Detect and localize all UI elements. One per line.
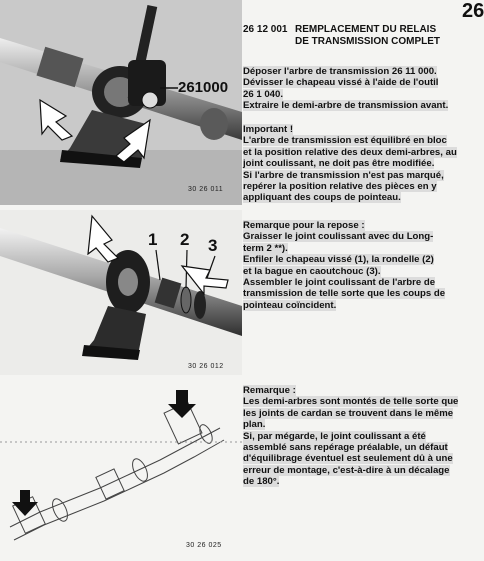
important-line: Si l'arbre de transmission n'est pas marqué, bbox=[243, 169, 444, 181]
repose-line: et la bague en caoutchouc (3). bbox=[243, 265, 381, 277]
repose-line: term 2 **). bbox=[243, 242, 288, 254]
important-line: et la position relative des deux demi-arbres, au bbox=[243, 146, 457, 158]
figure-code: 30 26 011 bbox=[188, 186, 224, 193]
remark-heading: Remarque : bbox=[243, 385, 296, 396]
remark-line: plan. bbox=[243, 419, 266, 431]
remark-line: erreur de montage, c'est-à-dire à un décalage bbox=[243, 464, 450, 476]
step-line: Dévisser le chapeau vissé à l'aide de l'outil bbox=[243, 77, 439, 89]
important-line: L'arbre de transmission est équilibré en bloc bbox=[243, 135, 447, 147]
remark-line: les joints de cardan se trouvent dans le même bbox=[243, 407, 454, 419]
repose-line: pointeau coïncident. bbox=[243, 299, 337, 311]
repose-line: Assembler le joint coulissant de l'arbre de bbox=[243, 277, 436, 289]
operation-code: 26 12 001 bbox=[243, 24, 288, 35]
section-title bbox=[243, 24, 479, 48]
repose-line: Graisser le joint coulissant avec du Long- bbox=[243, 231, 434, 243]
important-heading: Important ! bbox=[243, 124, 294, 135]
important-note bbox=[243, 124, 475, 204]
callout-part-2: 2 bbox=[180, 230, 190, 249]
full-driveshaft-line-drawing bbox=[0, 382, 242, 556]
driveshaft-tool-illustration bbox=[0, 0, 242, 205]
figure-full-shaft bbox=[0, 382, 242, 556]
page-number: 26 bbox=[462, 0, 484, 22]
remark-line: Si, par mégarde, le joint coulissant a été bbox=[243, 430, 426, 442]
callout-tool-number: 261000 bbox=[178, 79, 229, 96]
callout-part-1: 1 bbox=[148, 230, 158, 249]
important-line: appliquant des coups de pointeau. bbox=[243, 192, 401, 204]
callout-part-3: 3 bbox=[208, 236, 218, 255]
remark-line: de 180°. bbox=[243, 476, 280, 488]
step-line: 26 1 040. bbox=[243, 88, 284, 100]
driveshaft-assembly-illustration bbox=[0, 210, 242, 375]
important-line: joint coulissant, ne doit pas être modifiée. bbox=[243, 158, 435, 170]
title-line-2: DE TRANSMISSION COMPLET bbox=[295, 36, 441, 47]
removal-steps bbox=[243, 66, 475, 112]
title-line-1: REMPLACEMENT DU RELAIS bbox=[295, 24, 437, 35]
step-line: Déposer l'arbre de transmission 26 11 000. bbox=[243, 66, 437, 77]
remark-line: Les demi-arbres sont montés de telle sorte que bbox=[243, 396, 459, 408]
figure-assembly-parts bbox=[0, 210, 242, 375]
important-line: repérer la position relative des pièces en y bbox=[243, 181, 437, 193]
repose-line: transmission de telle sorte que les coups de bbox=[243, 288, 446, 300]
repose-line: Enfiler le chapeau vissé (1), la rondelle (2) bbox=[243, 254, 434, 266]
repose-heading: Remarque pour la repose : bbox=[243, 220, 365, 231]
figure-code: 30 26 012 bbox=[188, 363, 224, 370]
figure-code: 30 26 025 bbox=[186, 542, 222, 549]
remark-line: assemblé sans repérage préalable, un défaut bbox=[243, 442, 448, 454]
figure-tool-removal bbox=[0, 0, 242, 205]
remark-line: d'équilibrage éventuel est seulement dû à une bbox=[243, 453, 453, 465]
remark-note bbox=[243, 385, 475, 488]
step-line: Extraire le demi-arbre de transmission avant. bbox=[243, 100, 449, 112]
reassembly-note bbox=[243, 220, 475, 311]
